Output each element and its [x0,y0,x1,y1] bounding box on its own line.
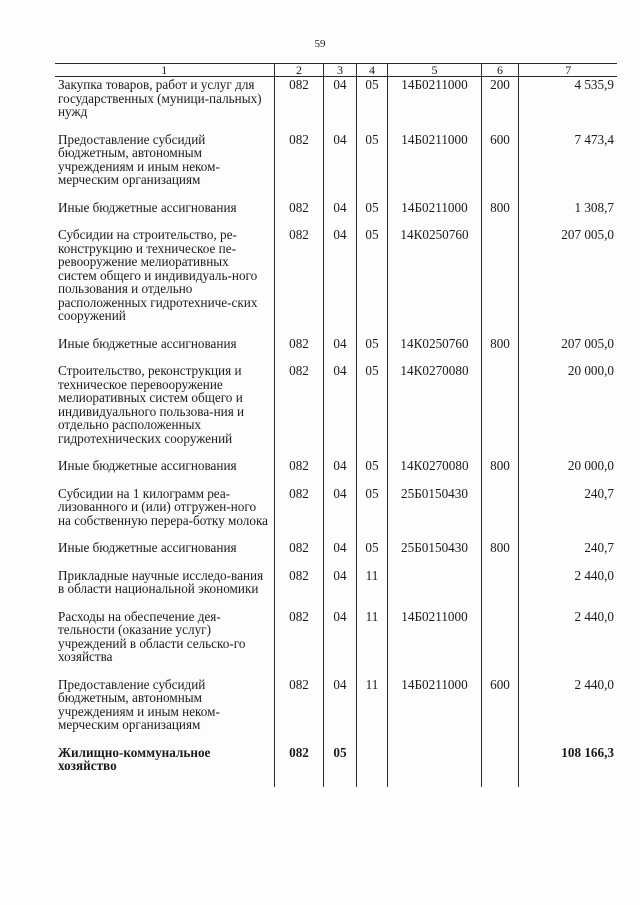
table-row [55,487,617,542]
expense-type-code [481,610,518,678]
section-code: 05 [323,746,356,787]
amount: 20 000,0 [518,459,617,487]
amount: 2 440,0 [518,569,617,610]
subsection-code: 05 [356,337,387,365]
target-article-code: 14К0250760 [387,337,481,365]
department-code: 082 [274,77,323,133]
department-code: 082 [274,459,323,487]
section-code: 04 [323,610,356,678]
subsection-code: 05 [356,228,387,337]
table-row [55,77,617,133]
table-row [55,746,617,787]
expense-type-code: 200 [481,77,518,133]
subsection-code: 11 [356,678,387,746]
department-code: 082 [274,201,323,229]
expense-type-code: 600 [481,678,518,746]
amount: 207 005,0 [518,228,617,337]
subsection-code: 05 [356,487,387,542]
item-name: Иные бюджетные ассигнования [55,541,274,569]
item-name: Иные бюджетные ассигнования [55,201,274,229]
target-article-code: 14К0270080 [387,459,481,487]
amount: 2 440,0 [518,678,617,746]
expense-type-code: 800 [481,541,518,569]
department-code: 082 [274,569,323,610]
subsection-code: 11 [356,569,387,610]
department-code: 082 [274,610,323,678]
item-name: Прикладные научные исследо-вания в области национальной экономики [55,569,274,610]
section-code: 04 [323,487,356,542]
item-name: Расходы на обеспечение дея-тельности (оказание услуг) учреждений в области сельско-го хозяйства [55,610,274,678]
table-row [55,569,617,610]
amount: 207 005,0 [518,337,617,365]
item-name: Строительство, реконструкция и техническое перевооружение мелиоративных систем общего и индивидуального пользова-ния и отдельно расположенных гидротехнических сооружений [55,364,274,459]
amount: 108 166,3 [518,746,617,787]
target-article-code: 14Б0211000 [387,678,481,746]
section-code: 04 [323,569,356,610]
expense-type-code [481,364,518,459]
expense-type-code [481,487,518,542]
target-article-code: 25Б0150430 [387,487,481,542]
section-code: 04 [323,364,356,459]
column-header: 2 [274,64,323,77]
column-header: 6 [481,64,518,77]
column-header: 3 [323,64,356,77]
item-name: Предоставление субсидий бюджетным, автономным учреждениям и иным неком-мерческим организациям [55,133,274,201]
target-article-code [387,746,481,787]
amount: 4 535,9 [518,77,617,133]
column-header: 4 [356,64,387,77]
amount: 240,7 [518,487,617,542]
expense-type-code [481,228,518,337]
item-name: Предоставление субсидий бюджетным, автономным учреждениям и иным неком-мерческим организациям [55,678,274,746]
expense-type-code: 800 [481,201,518,229]
table-row [55,678,617,746]
amount: 240,7 [518,541,617,569]
subsection-code [356,746,387,787]
amount: 1 308,7 [518,201,617,229]
target-article-code: 14Б0211000 [387,133,481,201]
section-code: 04 [323,337,356,365]
subsection-code: 05 [356,459,387,487]
target-article-code: 14К0250760 [387,228,481,337]
department-code: 082 [274,133,323,201]
item-name: Иные бюджетные ассигнования [55,459,274,487]
expense-type-code: 800 [481,337,518,365]
subsection-code: 05 [356,201,387,229]
section-code: 04 [323,541,356,569]
table-row [55,337,617,365]
expense-type-code: 600 [481,133,518,201]
expense-type-code: 800 [481,459,518,487]
item-name: Жилищно-коммунальное хозяйство [55,746,274,787]
section-code: 04 [323,459,356,487]
subsection-code: 05 [356,133,387,201]
section-code: 04 [323,228,356,337]
target-article-code [387,569,481,610]
section-code: 04 [323,77,356,133]
table-row [55,228,617,337]
expense-type-code [481,569,518,610]
target-article-code: 14Б0211000 [387,77,481,133]
amount: 20 000,0 [518,364,617,459]
target-article-code: 25Б0150430 [387,541,481,569]
table-row [55,133,617,201]
table-row [55,201,617,229]
column-header: 1 [55,64,274,77]
table-row [55,459,617,487]
department-code: 082 [274,364,323,459]
expense-type-code [481,746,518,787]
item-name: Субсидии на строительство, ре-конструкцию и техническое пе-ревооружение мелиоративных систем общего и индивидуаль-ного пользования и отдельно расположенных гидротехниче-ских сооружений [55,228,274,337]
department-code: 082 [274,678,323,746]
amount: 2 440,0 [518,610,617,678]
department-code: 082 [274,541,323,569]
department-code: 082 [274,228,323,337]
column-header: 7 [518,64,617,77]
amount: 7 473,4 [518,133,617,201]
subsection-code: 11 [356,610,387,678]
target-article-code: 14К0270080 [387,364,481,459]
item-name: Субсидии на 1 килограмм реа-лизованного и (или) отгружен-ного на собственную перера-ботку молока [55,487,274,542]
table-body [55,77,617,787]
budget-table [55,63,617,787]
table-row [55,541,617,569]
section-code: 04 [323,201,356,229]
table-row [55,610,617,678]
department-code: 082 [274,487,323,542]
department-code: 082 [274,337,323,365]
item-name: Иные бюджетные ассигнования [55,337,274,365]
section-code: 04 [323,133,356,201]
department-code: 082 [274,746,323,787]
item-name: Закупка товаров, работ и услуг для государственных (муници-пальных) нужд [55,77,274,133]
header-row [55,64,617,77]
column-header: 5 [387,64,481,77]
subsection-code: 05 [356,364,387,459]
subsection-code: 05 [356,77,387,133]
section-code: 04 [323,678,356,746]
table-row [55,364,617,459]
page-number: 59 [314,38,326,50]
target-article-code: 14Б0211000 [387,201,481,229]
subsection-code: 05 [356,541,387,569]
target-article-code: 14Б0211000 [387,610,481,678]
